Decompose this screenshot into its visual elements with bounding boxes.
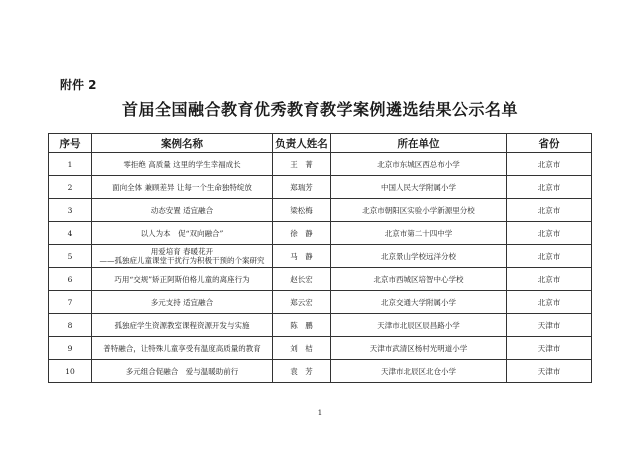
cell-number: 5 xyxy=(49,245,92,268)
case-name-line: 孤独症学生资源教室课程资源开发与实施 xyxy=(114,320,250,330)
cell-unit: 天津市北辰区辰昌路小学 xyxy=(331,314,507,337)
header-province: 省份 xyxy=(507,134,592,153)
cell-number: 9 xyxy=(49,337,92,360)
page-number: 1 xyxy=(317,409,323,417)
cell-unit: 北京市第二十四中学 xyxy=(331,222,507,245)
cell-case-name xyxy=(92,176,273,199)
cell-number: 8 xyxy=(49,314,92,337)
table-row xyxy=(49,222,592,245)
cell-province: 北京市 xyxy=(507,199,592,222)
case-name-line: 多元组合促融合 爱与温暖助前行 xyxy=(125,366,239,376)
case-name-line: 巧用“交规”矫正阿斯伯格儿童的离座行为 xyxy=(114,274,250,284)
cell-leader-name: 梁松梅 xyxy=(273,199,331,222)
cell-leader-name: 郑云宏 xyxy=(273,291,331,314)
cell-province: 北京市 xyxy=(507,268,592,291)
cell-unit: 北京市东城区西总布小学 xyxy=(331,153,507,176)
table-row xyxy=(49,360,592,383)
header-leader-name: 负责人姓名 xyxy=(273,134,331,153)
cell-unit: 天津市北辰区北仓小学 xyxy=(331,360,507,383)
table-header-row xyxy=(49,134,592,153)
cell-unit: 中国人民大学附属小学 xyxy=(331,176,507,199)
cell-leader-name: 袁 芳 xyxy=(273,360,331,383)
cell-case-name xyxy=(92,199,273,222)
table-row xyxy=(49,176,592,199)
cell-number: 6 xyxy=(49,268,92,291)
table-row xyxy=(49,245,592,268)
cell-number: 7 xyxy=(49,291,92,314)
cell-case-name xyxy=(92,360,273,383)
header-case-name: 案例名称 xyxy=(92,134,273,153)
cell-number: 3 xyxy=(49,199,92,222)
cell-case-name xyxy=(92,222,273,245)
table-row xyxy=(49,153,592,176)
cell-leader-name: 徐 静 xyxy=(273,222,331,245)
table-row xyxy=(49,314,592,337)
case-name-line: 用爱培育 春暖花开 xyxy=(150,247,214,256)
cell-province: 北京市 xyxy=(507,153,592,176)
header-unit: 所在单位 xyxy=(331,134,507,153)
table-body xyxy=(49,153,592,383)
cell-leader-name: 王 菁 xyxy=(273,153,331,176)
cell-province: 天津市 xyxy=(507,314,592,337)
cell-leader-name: 郑瑞芳 xyxy=(273,176,331,199)
cell-unit: 北京市西城区培智中心学校 xyxy=(331,268,507,291)
cell-province: 北京市 xyxy=(507,222,592,245)
cell-unit: 北京交通大学附属小学 xyxy=(331,291,507,314)
cell-case-name xyxy=(92,291,273,314)
cell-unit: 北京景山学校远洋分校 xyxy=(331,245,507,268)
table-row xyxy=(49,199,592,222)
cell-case-name xyxy=(92,245,273,268)
case-name-line: 动态安置 适宜融合 xyxy=(150,205,214,215)
cell-province: 北京市 xyxy=(507,245,592,268)
cell-case-name xyxy=(92,153,273,176)
table-row xyxy=(49,337,592,360)
cell-case-name xyxy=(92,337,273,360)
cell-province: 天津市 xyxy=(507,337,592,360)
case-name-subtitle: ——孤独症儿童课堂干扰行为积极干预的个案研究 xyxy=(99,256,265,265)
cell-leader-name: 陈 鹏 xyxy=(273,314,331,337)
table-row xyxy=(49,291,592,314)
cell-number: 1 xyxy=(49,153,92,176)
results-table xyxy=(48,133,592,383)
document-title: 首届全国融合教育优秀教育教学案例遴选结果公示名单 xyxy=(121,100,518,119)
cell-leader-name: 赵长宏 xyxy=(273,268,331,291)
case-name-line: 面向全体 兼顾差异 让每一个生命独特绽放 xyxy=(112,182,252,192)
attachment-label: 附件 2 xyxy=(60,78,97,92)
cell-unit: 天津市武清区杨村光明道小学 xyxy=(331,337,507,360)
cell-province: 北京市 xyxy=(507,176,592,199)
cell-leader-name: 马 静 xyxy=(273,245,331,268)
case-name-line: 多元支持 适宜融合 xyxy=(150,297,214,307)
case-name-line: 零拒绝 高质量 这里的学生幸福成长 xyxy=(123,159,241,169)
case-name-line: 普特融合，让特殊儿童享受有温度高质量的教育 xyxy=(103,343,261,353)
case-name-line: 以人为本 促“双向融合” xyxy=(140,228,224,238)
cell-leader-name: 刘 桔 xyxy=(273,337,331,360)
header-number: 序号 xyxy=(49,134,92,153)
table-row xyxy=(49,268,592,291)
cell-case-name xyxy=(92,268,273,291)
cell-case-name xyxy=(92,314,273,337)
cell-number: 2 xyxy=(49,176,92,199)
cell-province: 天津市 xyxy=(507,360,592,383)
cell-province: 北京市 xyxy=(507,291,592,314)
cell-unit: 北京市朝阳区实验小学新源里分校 xyxy=(331,199,507,222)
cell-number: 4 xyxy=(49,222,92,245)
cell-number: 10 xyxy=(49,360,92,383)
